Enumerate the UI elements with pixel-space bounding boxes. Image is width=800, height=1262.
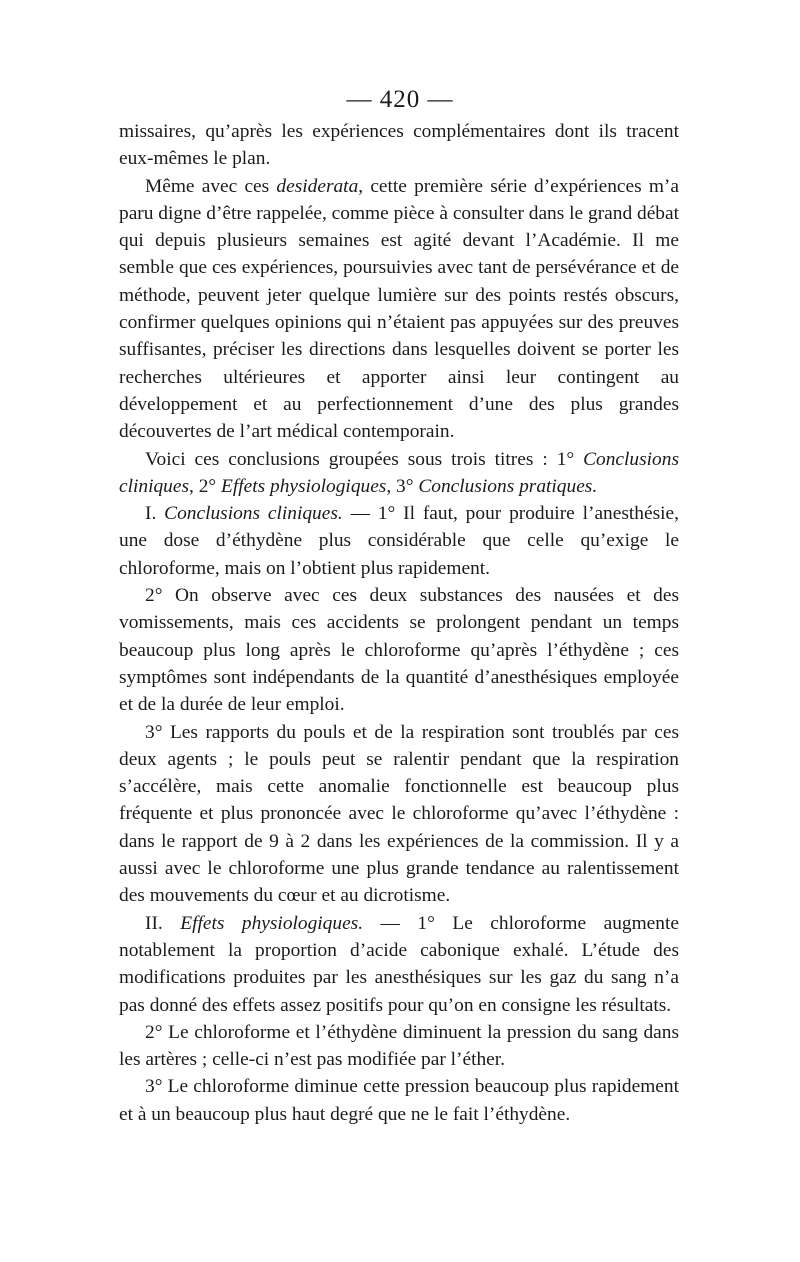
italic-text: desiderata — [276, 175, 359, 197]
text-run: II. — [145, 912, 181, 934]
italic-text: Effets physiologiques. — [180, 912, 364, 934]
paragraph-4 — [119, 500, 679, 582]
text-run: 2° Le chloroforme et l’éthydène diminuent la pression du sang dans les artères ; celle-ci n’est pas modifiée par l’éther. — [119, 1021, 679, 1071]
text-run: 3° Les rapports du pouls et de la respiration sont troublés par ces deux agents ; le pouls peut se ralentir pendant que la respiration s’accélère, mais cette anomalie fonctionnelle est beaucoup plus fréquente et plus prononcée avec le chloroforme qu’avec l’éthydène : dans le rapport de 9 à 2 dans les expériences de la commission. Il y a aussi avec le chloroforme une plus grande tendance au ralentissement des mouvements du cœur et au dicrotisme. — [119, 721, 679, 907]
text-run: 3° Le chloroforme diminue cette pression beaucoup plus rapidement et à un beaucoup plus haut degré que ne le fait l’éthydène. — [119, 1076, 679, 1125]
text-run: 2° On observe avec ces deux substances des nausées et des vomissements, mais ces accidents se prolongent pendant un temps beaucoup plus long après le chloroforme qu’après l’éthydène ; ces symptômes sont indépendants de la quantité d’anesthésiques employée et de la durée de leur emploi. — [119, 585, 679, 716]
page-number: — 420 — — [346, 86, 454, 113]
paragraph-6 — [119, 719, 679, 910]
paragraph-2 — [119, 173, 679, 446]
text-run: Voici ces conclusions groupées sous trois titres : 1° — [145, 448, 584, 470]
paragraph-3 — [119, 446, 679, 501]
text-run: Même avec ces — [145, 175, 277, 197]
text-run: I. — [145, 503, 165, 525]
paragraph-1 — [119, 118, 679, 173]
italic-text: Conclusions cliniques — [119, 448, 679, 497]
paragraph-9 — [119, 1073, 679, 1128]
italic-text: Effets physiologiques — [221, 475, 387, 497]
text-run: , 2° — [189, 475, 222, 497]
text-run: missaires, qu’après les expériences complémentaires dont ils tracent eux-mêmes le plan. — [119, 121, 679, 170]
text-run: — 1° Le chloroforme augmente notablement la proportion d’acide cabonique exhalé. L’étude des modifications produites par les anesthésiques sur les gaz du sang n’a pas donné des effets assez positifs pour qu’on en consigne les résultats. — [119, 912, 679, 1016]
text-run: , cette première série d’expériences m’a paru digne d’être rappelée, comme pièce à consulter dans le grand débat qui depuis plusieurs semaines est agité devant l’Académie. Il me semble que ces expériences, poursuivies avec tant de persévérance et de méthode, peuvent jeter quelque lumière sur des points restés obscurs, confirmer quelques opinions qui n’étaient pas appuyées sur des preuves suffisantes, préciser les directions dans lesquelles doivent se porter les recherches ultérieures et apporter ainsi leur contingent au développement et au perfectionnement d’une des plus grandes découvertes de l’art médical contemporain. — [119, 175, 680, 443]
italic-text: Conclusions pratiques. — [418, 475, 598, 497]
paragraph-5 — [119, 582, 679, 718]
text-run: , 3° — [386, 475, 419, 497]
text-run: — 1° Il faut, pour produire l’anesthésie, une dose d’éthydène plus considérable que celle qu’exige le chloroforme, mais on l’obtient plus rapidement. — [119, 503, 679, 579]
paragraph-8 — [119, 1019, 679, 1074]
italic-text: Conclusions cliniques. — [164, 503, 343, 525]
body-text — [119, 118, 679, 1128]
paragraph-7 — [119, 910, 679, 1019]
